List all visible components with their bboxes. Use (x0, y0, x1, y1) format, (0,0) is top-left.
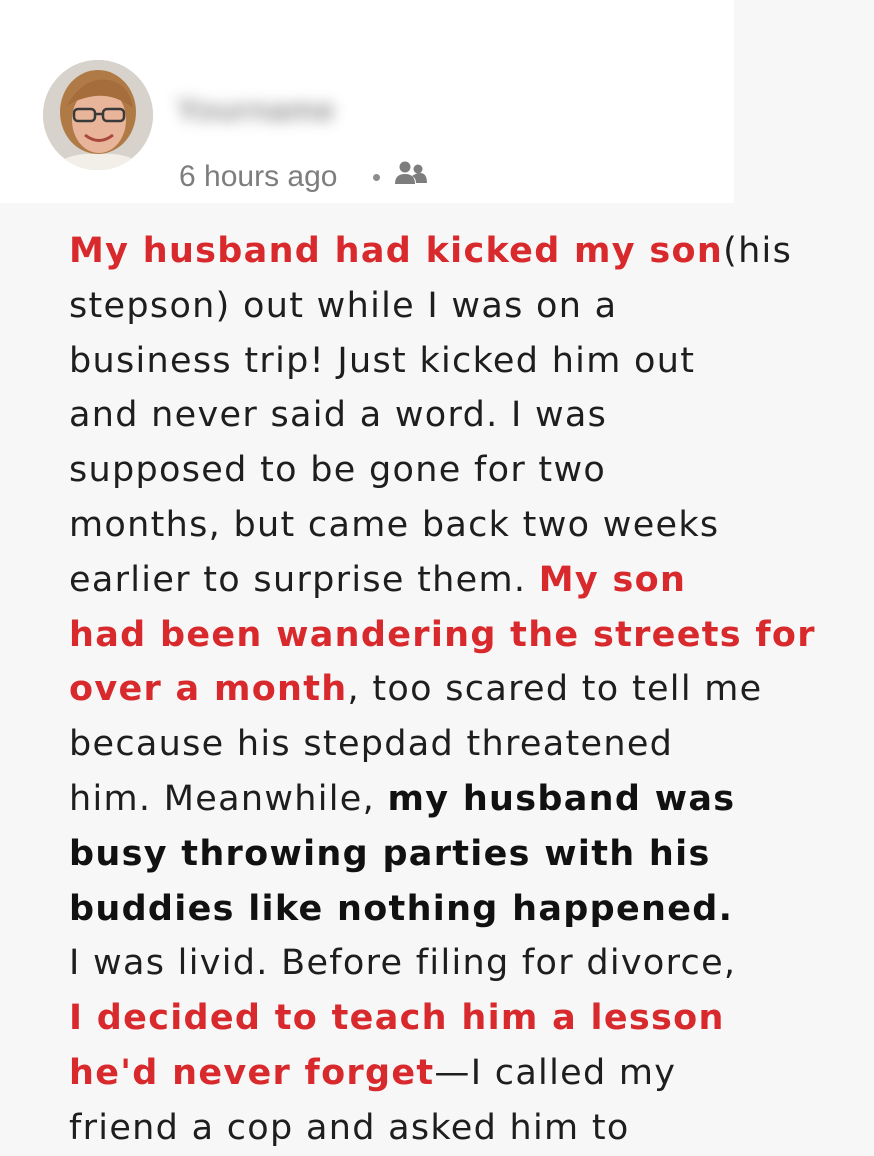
body-text: months, but came back two weeks (69, 504, 720, 545)
post-text-line (69, 334, 869, 389)
post-meta (179, 157, 430, 197)
post-text-line (69, 662, 869, 717)
body-text: —I called my (434, 1052, 677, 1093)
body-text: friend a cop and asked him to (69, 1107, 630, 1148)
post-header (0, 0, 734, 203)
highlighted-text: My son (538, 559, 687, 600)
highlighted-text: I decided to teach him a lesson (69, 998, 725, 1039)
body-text: him. Meanwhile, (69, 778, 388, 819)
bold-text: busy throwing parties with his (69, 833, 711, 874)
highlighted-text: over a month (69, 669, 348, 710)
post-text-line (69, 224, 869, 279)
post-text-line (69, 882, 869, 937)
post-text-line (69, 1101, 869, 1156)
body-text: and never said a word. I was (69, 395, 608, 436)
post-text-line (69, 717, 869, 772)
author-name[interactable]: Yourname (176, 91, 335, 128)
highlighted-text: had been wandering the streets for (69, 614, 816, 655)
post-text-line (69, 553, 869, 608)
body-text: because his stepdad threatened (69, 724, 674, 765)
post-text-line (69, 608, 869, 663)
post-text-line (69, 936, 869, 991)
bold-text: buddies like nothing happened. (69, 888, 734, 929)
post-text-line (69, 443, 869, 498)
body-text: supposed to be gone for two (69, 450, 607, 491)
post-body (69, 224, 869, 1156)
highlighted-text: My husband had kicked my son (69, 231, 724, 271)
body-text: earlier to surprise them. (69, 559, 539, 600)
friends-icon[interactable] (392, 158, 430, 196)
post-text-line (69, 991, 869, 1046)
separator-dot (373, 174, 380, 181)
post-text-line (69, 279, 869, 334)
post-text-line (69, 772, 869, 827)
avatar[interactable] (43, 60, 153, 170)
post-text-line (69, 1046, 869, 1101)
post-text-line (69, 388, 869, 443)
timestamp[interactable]: 6 hours ago (179, 160, 338, 193)
highlighted-text: he'd never forget (69, 1052, 435, 1093)
post-text-line (69, 498, 869, 553)
body-text: (his (723, 231, 793, 271)
body-text: business trip! Just kicked him out (69, 340, 696, 381)
post-text-line (69, 827, 869, 882)
body-text: , too scared to tell me (347, 669, 763, 710)
body-text: stepson) out while I was on a (69, 285, 618, 326)
body-text: I was livid. Before filing for divorce, (69, 943, 737, 984)
bold-text: my husband was (387, 778, 736, 819)
